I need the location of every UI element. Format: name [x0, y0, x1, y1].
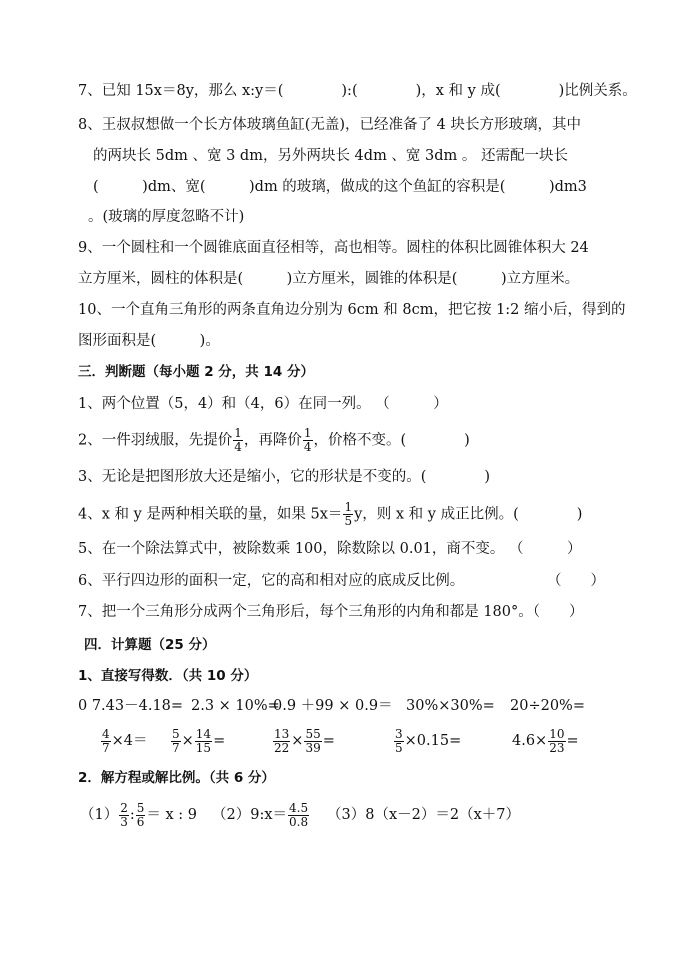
- question-8-line-4: 。(玻璃的厚度忽略不计): [88, 209, 245, 225]
- calc-r2-tail: ×0.15=: [404, 733, 462, 749]
- denominator: 3: [120, 814, 128, 829]
- calc-r2-tail: =: [322, 733, 335, 749]
- fraction: [136, 802, 146, 829]
- denominator: 0.8: [289, 814, 309, 829]
- numerator: 2: [120, 800, 128, 815]
- calc-r1-item: 0.9 ＋99 × 0.9＝: [273, 698, 393, 714]
- calc-r2-tail: ×4＝: [111, 733, 148, 749]
- judge-item-4: [78, 501, 582, 528]
- denominator: 4: [303, 440, 312, 454]
- calc-r1-item: 2.3 × 10%=: [191, 698, 280, 714]
- fraction: [303, 427, 313, 454]
- numerator: 1: [344, 500, 353, 514]
- denominator: 5: [344, 514, 353, 528]
- denominator: 7: [102, 740, 110, 755]
- fraction: [394, 728, 404, 755]
- fraction: [119, 802, 129, 829]
- calc-r1-item: 0 7.43－4.18=: [78, 698, 184, 714]
- fraction: [548, 728, 565, 755]
- judge-4-text-a: 4、x 和 y 是两种相关联的量，如果 5x＝: [78, 506, 343, 523]
- denominator: 22: [274, 740, 290, 755]
- calc-r1-item: 30%×30%=: [406, 698, 495, 714]
- denominator: 5: [395, 740, 403, 755]
- fraction: [233, 427, 243, 454]
- numerator: 5: [136, 800, 145, 815]
- section-3-heading: 三．判断题（每小题 2 分，共 14 分）: [78, 364, 314, 380]
- judge-item-5: 5、在一个除法算式中，被除数乘 100，除数除以 0.01，商不变。 （ ）: [78, 541, 582, 557]
- numerator: 55: [305, 726, 321, 741]
- question-9-line-1: 9、一个圆柱和一个圆锥底面直径相等，高也相等。圆柱的体积比圆锥体积大 24: [78, 240, 589, 256]
- question-8-line-1: 8、王叔叔想做一个长方体玻璃鱼缸(无盖)，已经准备了 4 块长方形玻璃，其中: [78, 117, 581, 133]
- judge-4-text-b: y，则 x 和 y 成正比例。( ): [354, 506, 583, 523]
- numerator: 4: [102, 726, 110, 741]
- question-7: 7、已知 15x＝8y，那么 x:y＝( ):( )，x 和 y 成( )比例关系。: [78, 83, 637, 99]
- judge-2-text-b: ，再降价: [243, 432, 302, 449]
- question-10-line-2: 图形面积是( )。: [78, 333, 220, 349]
- fraction: [288, 802, 309, 829]
- denominator: 4: [234, 440, 242, 454]
- operator: ×: [291, 733, 304, 749]
- question-8-line-3: ( )dm、宽( )dm 的玻璃，做成的这个鱼缸的容积是( )dm3: [93, 179, 587, 195]
- equation-label: （1）: [80, 807, 119, 823]
- judge-2-text-c: ，价格不变。( ): [313, 432, 470, 449]
- calc-r2-tail: =: [213, 733, 226, 749]
- calc-heading-1: 1、直接写得数．（共 10 分）: [78, 668, 258, 684]
- judge-item-6: 6、平行四边形的面积一定，它的高和相对应的底成反比例。: [78, 573, 465, 589]
- numerator: 14: [195, 726, 212, 741]
- denominator: 23: [549, 740, 565, 755]
- numerator: 5: [172, 726, 180, 741]
- calc-heading-2: 2．解方程或解比例。（共 6 分）: [78, 770, 275, 786]
- denominator: 6: [136, 814, 145, 829]
- judge-item-1: 1、两个位置（5，4）和（4，6）在同一列。 （ ）: [78, 396, 448, 412]
- calc-r2-item: [512, 726, 579, 756]
- fraction: [195, 728, 212, 755]
- numerator: 1: [303, 426, 312, 440]
- fraction: [343, 501, 353, 528]
- calc-r2-item: [393, 726, 461, 756]
- numerator: 10: [549, 726, 565, 741]
- judge-item-2: [78, 427, 470, 454]
- ratio-colon: :: [129, 807, 135, 823]
- numerator: 1: [234, 426, 242, 440]
- calc-r2-tail: =: [566, 733, 579, 749]
- section-4-heading: 四．计算题（25 分）: [84, 637, 216, 653]
- judge-2-text-a: 2、一件羽绒服，先提价: [78, 432, 233, 449]
- question-10-line-1: 10、一个直角三角形的两条直角边分别为 6cm 和 8cm，把它按 1:2 缩小后，得到的: [78, 302, 626, 318]
- denominator: 7: [172, 740, 180, 755]
- equation-3: （3）8（x－2）＝2（x＋7）: [327, 807, 520, 823]
- denominator: 39: [305, 740, 321, 755]
- calc-r2-pre: 4.6×: [512, 733, 548, 749]
- fraction: [273, 728, 290, 755]
- calc-r1-item: 20÷20%=: [510, 698, 585, 714]
- question-8-line-2: 的两块长 5dm 、宽 3 dm，另外两块长 4dm 、宽 3dm 。 还需配一块长: [93, 148, 569, 164]
- equation-label: （2）9:x＝: [212, 807, 288, 823]
- calc-r2-item: [170, 726, 225, 756]
- numerator: 13: [274, 726, 290, 741]
- fraction: [171, 728, 181, 755]
- question-9-line-2: 立方厘米，圆柱的体积是( )立方厘米，圆锥的体积是( )立方厘米。: [78, 271, 580, 287]
- judge-item-3: 3、无论是把图形放大还是缩小，它的形状是不变的。( ): [78, 469, 491, 485]
- judge-item-7: 7、把一个三角形分成两个三角形后，每个三角形的内角和都是 180°。（ ）: [78, 604, 584, 620]
- fraction: [101, 728, 111, 755]
- fraction: [304, 728, 321, 755]
- equation-2: [212, 800, 310, 830]
- numerator: 3: [395, 726, 403, 741]
- operator: ×: [181, 733, 194, 749]
- numerator: 4.5: [289, 800, 309, 815]
- judge-6-paren: （ ）: [547, 573, 605, 589]
- equation-1: [80, 800, 197, 830]
- denominator: 15: [195, 740, 212, 755]
- equation-rhs: ＝ x : 9: [146, 807, 198, 823]
- calc-r2-item: [100, 726, 148, 756]
- calc-r2-item: [272, 726, 335, 756]
